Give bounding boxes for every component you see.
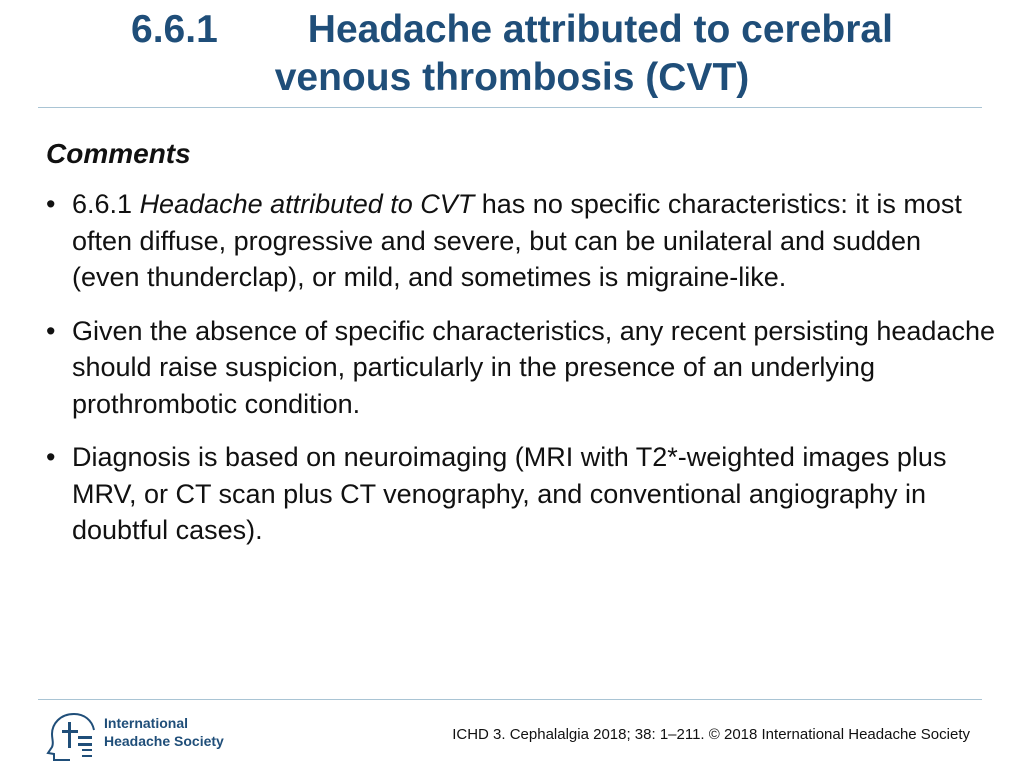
title-line-1: Headache attributed to cerebral <box>307 8 893 51</box>
bullet-item <box>46 186 996 296</box>
comments-heading: Comments <box>46 138 191 169</box>
bullet-text: has no specific characteristics: it is most often diffuse, progressive and severe, but can be unilateral and sudden (even thunderclap), or mild, and sometimes is migraine-like. <box>72 189 962 292</box>
bullet-dot: • <box>46 315 56 346</box>
bullet-text: Diagnosis is based on neuroimaging (MRI with T2*-weighted images plus MRV, or CT scan plus CT venography, and conventional angiography in doubtful cases). <box>72 442 947 545</box>
logo-line-1: International <box>104 715 189 731</box>
logo-wordmark <box>104 714 224 750</box>
logo-line-2: Headache Society <box>104 733 224 749</box>
bullet-italic-term: Headache attributed to CVT <box>139 189 475 219</box>
bullet-list <box>46 186 996 549</box>
ihs-head-profile-logo-icon <box>44 710 102 762</box>
title-divider <box>38 107 982 108</box>
ihs-logo <box>44 710 234 762</box>
slide-body <box>46 136 996 566</box>
footer-divider <box>38 699 982 700</box>
bullet-prefix: 6.6.1 <box>72 189 140 219</box>
slide-title <box>40 6 984 102</box>
bullet-item <box>46 439 996 549</box>
bullet-dot: • <box>46 442 56 472</box>
bullet-dot: • <box>46 189 56 219</box>
bullet-item <box>46 313 996 423</box>
title-line-2: venous thrombosis (CVT) <box>274 56 750 99</box>
citation: ICHD 3. Cephalalgia 2018; 38: 1–211. © 2018 International Headache Society <box>452 726 970 743</box>
title-number: 6.6.1 <box>131 8 218 51</box>
bullet-text: Given the absence of specific characteristics, any recent persisting headache should raise suspicion, particularly in the presence of an underlying prothrombotic condition. <box>72 315 995 419</box>
